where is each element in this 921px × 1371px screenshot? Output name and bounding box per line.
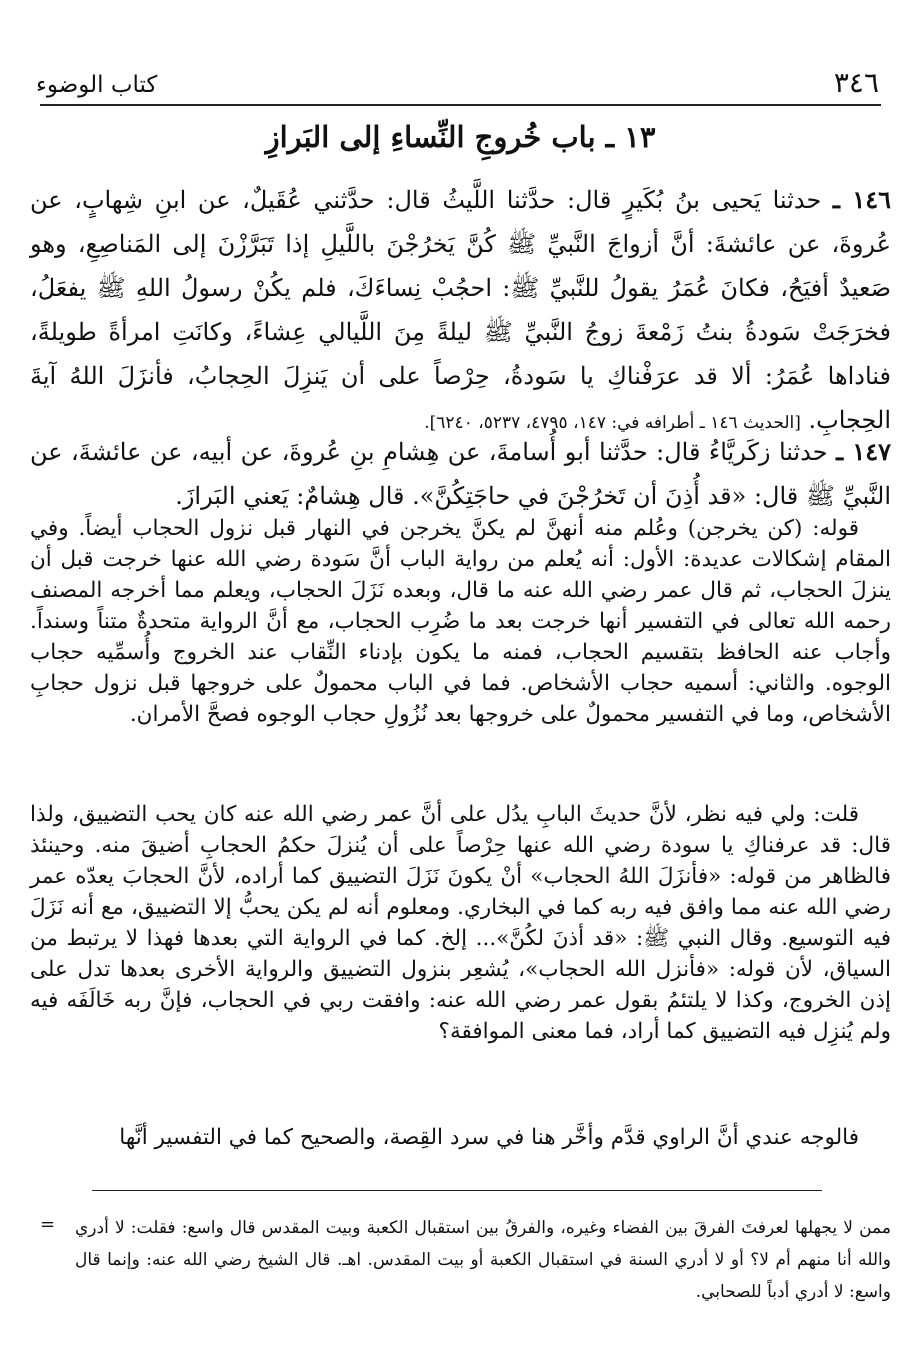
hadith-text: حدثنا زكَريَّاءُ قال: حدَّثنا أبو أُسامةَ، عن هِشامِ بنِ عُروةَ، عن أبيه، عن عائشةَ، عن النَّبيِّ ﷺ قال: «قد أُذِنَ أن تَخرُجْنَ في حاجَتِكُنَّ». قال هِشامٌ: يَعني البَرازَ. xyxy=(30,438,891,510)
hadith-number: ١٤٦ ـ xyxy=(832,185,891,214)
hadith-147 xyxy=(30,430,891,518)
commentary-section xyxy=(30,513,891,730)
running-title: كتاب الوضوء xyxy=(36,72,158,98)
commentary-section xyxy=(30,1122,891,1153)
page-number: ٣٤٦ xyxy=(833,66,879,99)
hadith-146 xyxy=(30,178,891,445)
footnote-continuation-marker: = xyxy=(40,1214,56,1235)
commentary-paragraph-3: فالوجه عندي أنَّ الراوي قدَّم وأخَّر هنا في سرد القِصة، والصحيح كما في التفسير أنَّها xyxy=(119,1125,859,1150)
hadith-number: ١٤٧ ـ xyxy=(836,437,891,466)
hadith-cross-reference: [الحديث ١٤٦ ـ أطرافه في: ١٤٧، ٤٧٩٥، ٥٢٣٧، ٦٢٤٠]. xyxy=(424,413,801,433)
commentary-section xyxy=(30,799,891,1047)
footnote: ممن لا يجهلها لعرفتَ الفرقَ بين الفضاء وغيره، والفرقُ بين استقبال الكعبة وبيت المقدس قال واسع: فقلت: لا أدري والله أنا منهم أم لا؟ أو لا أدري السنة في استقبال الكعبة أو بيت المقدس. اهـ. قال الشيخ رضي الله عنه: وإنما قال واسع: لا أدري أدباً للصحابي. xyxy=(75,1218,891,1302)
commentary-paragraph-2: قلت: ولي فيه نظر، لأنَّ حديثَ البابِ يدُل على أنَّ عمر رضي الله عنه كان يحب التضييق، ولذا قال: قد عرفناكِ يا سودة رضي الله عنها حِرْصاً على أن يُنزلَ حكمُ الحجابِ أضيقَ منه. وحينئذ فالظاهر من قوله: «فأنزَلَ اللهُ الحجاب» أنْ يكونَ نَزَلَ التضييق كما أراده، لأنَّ الحجابَ يعدّه عمر رضي الله عنه مما وافق فيه ربه كما في البخاري. ومعلوم أنه لم يكن يحبُّ إلا التضييق، مع أنه نَزَلَ فيه التوسيع. وقال النبي ﷺ: «قد أذنَ لكُنَّ»... إلخ. كما في الرواية التي بعدها فهذا لا يرتبط من السياق، لأن قوله: «فأنزل الله الحجاب»، يُشعِر بنزول التضييق والرواية الأخرى بعدها تدل على إذن الخروج، وكذا لا يلتئمُ بقول عمر رضي الله عنه: وافقت ربي في الحجاب، فإنَّ ربه خَالَفَه فيه ولم يُنزِل فيه التضييق كما أراد، فما معنى الموافقة؟ xyxy=(30,802,891,1044)
footnote-divider xyxy=(92,1190,822,1191)
hadith-text: حدثنا يَحيى بنُ بُكَيرٍ قال: حدَّثنا اللَّيثُ قال: حدَّثني عُقَيلٌ، عن ابنِ شِهابٍ، عن عُروةَ، عن عائشةَ: أنَّ أزواجَ النَّبيِّ ﷺ كُنَّ يَخرُجْنَ باللَّيلِ إذا تَبَرَّزْنَ إلى المَناصِعِ، وهو صَعيدٌ أفيَحُ، فكانَ عُمَرُ يقولُ للنَّبيِّ ﷺ: احجُبْ نِساءَكَ، فلم يكُنْ رسولُ اللهِ ﷺ يفعَلُ، فخرَجَتْ سَودةُ بنتُ زَمْعةَ زوجُ النَّبيِّ ﷺ ليلةً مِنَ اللَّيالي عِشاءً، وكانَتِ امرأةً طويلةً، فناداها عُمَرُ: ألا قد عرَفْناكِ يا سَودةُ، حِرْصاً على أن يَنزِلَ الحِجابُ، فأنزَلَ اللهُ آيةَ الحِجابِ. xyxy=(30,186,891,434)
page-header xyxy=(30,62,891,102)
commentary-paragraph-1: قوله: (كن يخرجن) وعُلم منه أنهنَّ لم يكنَّ يخرجن في النهار قبل نزول الحجاب أيضاً. وفي المقام إشكالات عديدة: الأول: أنه يُعلم من رواية الباب أنَّ سَودة رضي الله عنها خرجت قبل أن ينزلَ الحجاب، ثم قال عمر رضي الله عنه ما قال، وبعده نَزَلَ الحجاب، ويعلم مما أخرجه المصنف رحمه الله تعالى في التفسير أنها خرجت بعد ما ضُرِب الحجاب، مع أنَّ الرواية متحدةٌ متناً وسنداً. وأجاب عنه الحافظ بتقسيم الحجاب، فمنه ما يكون بإدناء النِّقاب عند الخروج وأُسمِّيه حجاب الوجوه. والثاني: أسميه حجاب الأشخاص. فما في الباب محمولٌ على خروجها قبل نزول حجابِ الأشخاص، وما في التفسير محمولٌ على خروجها بعد نُزُولِ حجاب الوجوه فصحَّ الأمران. xyxy=(30,516,891,727)
header-divider xyxy=(40,104,881,106)
chapter-heading: ١٣ ـ باب خُروجِ النِّساءِ إلى البَرازِ xyxy=(265,120,656,154)
